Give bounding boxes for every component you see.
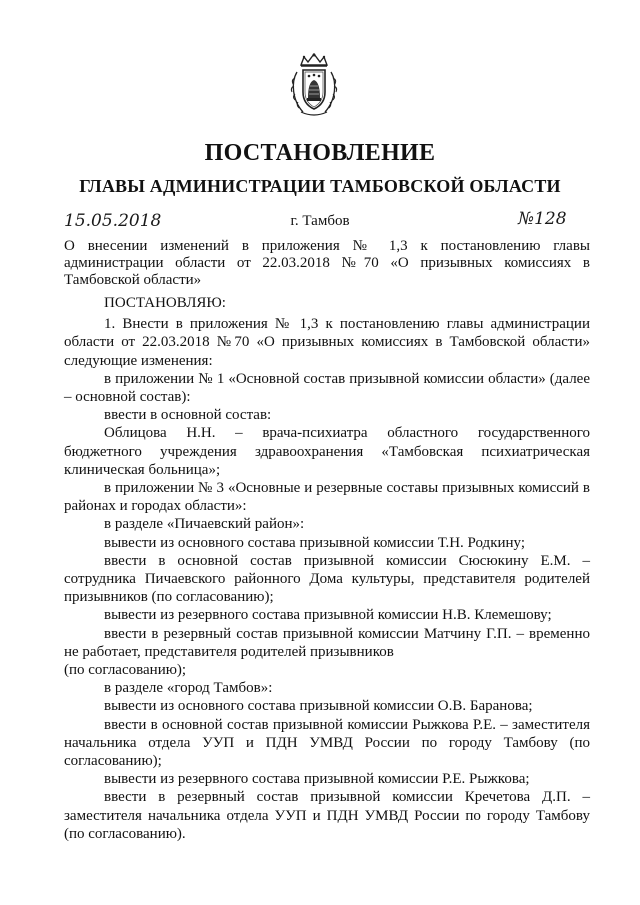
body-paragraph: вывести из основного состава призывной комиссии О.В. Баранова; <box>104 698 533 715</box>
body-paragraph: ввести в резервный состав призывной комиссии Кречетова Д.П. – заместителя начальника отдела УУП и ПДН УМВД России по городу Тамбову (по согласованию). <box>64 789 590 842</box>
body-paragraph: в разделе «Пичаевский район»: <box>104 516 305 533</box>
handwritten-date: 15.05.2018 <box>64 211 162 231</box>
document-title: ПОСТАНОВЛЕНИЕ <box>204 140 436 166</box>
coat-of-arms-emblem <box>289 52 339 118</box>
document-subject: О внесении изменений в приложения № 1,3 к постановлению главы администрации области от 22.03.2018 №70 «О призывных комиссиях в Тамбовской области» <box>64 238 590 288</box>
body-paragraph: Облицова Н.Н. – врача-психиатра областного государственного бюджетного учреждения здравоохранения «Тамбовская психиатрическая клиническая больница»; <box>64 425 590 478</box>
body-paragraph: вывести из основного состава призывной комиссии Т.Н. Родкину; <box>104 534 526 551</box>
body-paragraph: в приложении № 3 «Основные и резервные составы призывных комиссий в районах и городах области»: <box>64 480 590 515</box>
document-body <box>64 294 590 843</box>
body-paragraph: в приложении № 1 «Основной состав призывной комиссии области» (далее – основной состав): <box>64 370 590 406</box>
handwritten-document-number: №128 <box>518 209 567 229</box>
body-paragraph: ввести в основной состав призывной комиссии Рыжкова Р.Е. – заместителя начальника отдела УУП и ПДН УМВД России по городу Тамбову (по согласованию); <box>64 716 590 770</box>
body-paragraph: вывести из резервного состава призывной комиссии Н.В. Клемешову; <box>104 607 552 624</box>
body-paragraph: ввести в основной состав: <box>104 407 272 424</box>
resolve-heading: ПОСТАНОВЛЯЮ: <box>104 295 226 311</box>
body-paragraph: в разделе «город Тамбов»: <box>104 680 273 697</box>
body-paragraph: 1. Внести в приложения № 1,3 к постановлению главы администрации области от 22.03.2018 №70 «О призывных комиссиях в Тамбовской области» следующие изменения: <box>64 316 590 369</box>
body-paragraph: вывести из резервного состава призывной комиссии Р.Е. Рыжкова; <box>104 771 530 788</box>
document-subtitle: ГЛАВЫ АДМИНИСТРАЦИИ ТАМБОВСКОЙ ОБЛАСТИ <box>79 176 561 196</box>
body-paragraph: ввести в основной состав призывной комиссии Сюсюкину Е.М. – сотрудника Пичаевского районного Дома культуры, представителя родителей призывников (по согласованию); <box>64 552 590 606</box>
body-paragraph: (по согласованию); <box>64 662 187 679</box>
city-name: г. Тамбов <box>290 213 350 229</box>
emblem-icon <box>289 52 339 118</box>
body-paragraph: ввести в резервный состав призывной комиссии Матчину Г.П. – временно не работает, представителя родителей призывников <box>64 625 590 660</box>
